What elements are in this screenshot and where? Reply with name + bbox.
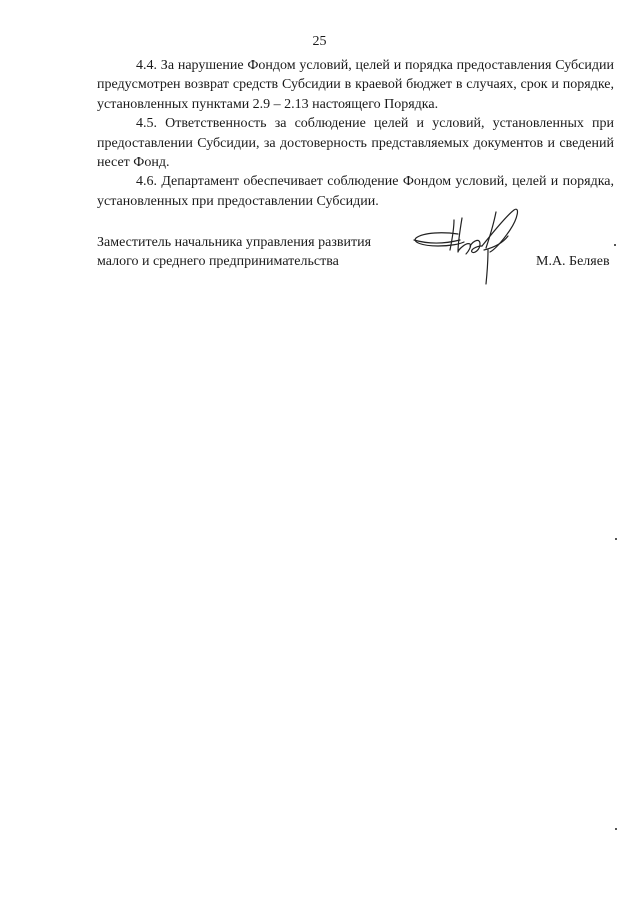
- paragraph-4-5: 4.5. Ответственность за соблюдение целей и условий, установленных при предоставлении Субсидии, за достоверность представляемых документов и сведений несет Фонд.: [97, 116, 614, 171]
- signer-position-line-1: Заместитель начальника управления развития: [97, 235, 372, 250]
- page-number: 25: [312, 34, 327, 49]
- signer-name: М.А. Беляев: [536, 254, 610, 269]
- paragraph-4-6: 4.6. Департамент обеспечивает соблюдение Фондом условий, целей и порядка, установленных при предоставлении Субсидии.: [97, 174, 614, 209]
- scan-speck: [615, 828, 617, 830]
- signature-block: [97, 233, 614, 313]
- handwritten-signature: [410, 206, 530, 301]
- signer-position: [97, 233, 417, 271]
- scan-speck: [614, 244, 616, 246]
- scan-speck: [615, 538, 617, 540]
- signer-position-line-2: малого и среднего предпринимательства: [97, 254, 339, 269]
- document-body: [97, 56, 614, 211]
- paragraph-4-4: 4.4. За нарушение Фондом условий, целей и порядка предоставления Субсидии предусмотрен возврат средств Субсидии в краевой бюджет в случаях, срок и порядке, установленных пунктами 2.9 – 2.13 настоящего Порядка.: [97, 58, 614, 112]
